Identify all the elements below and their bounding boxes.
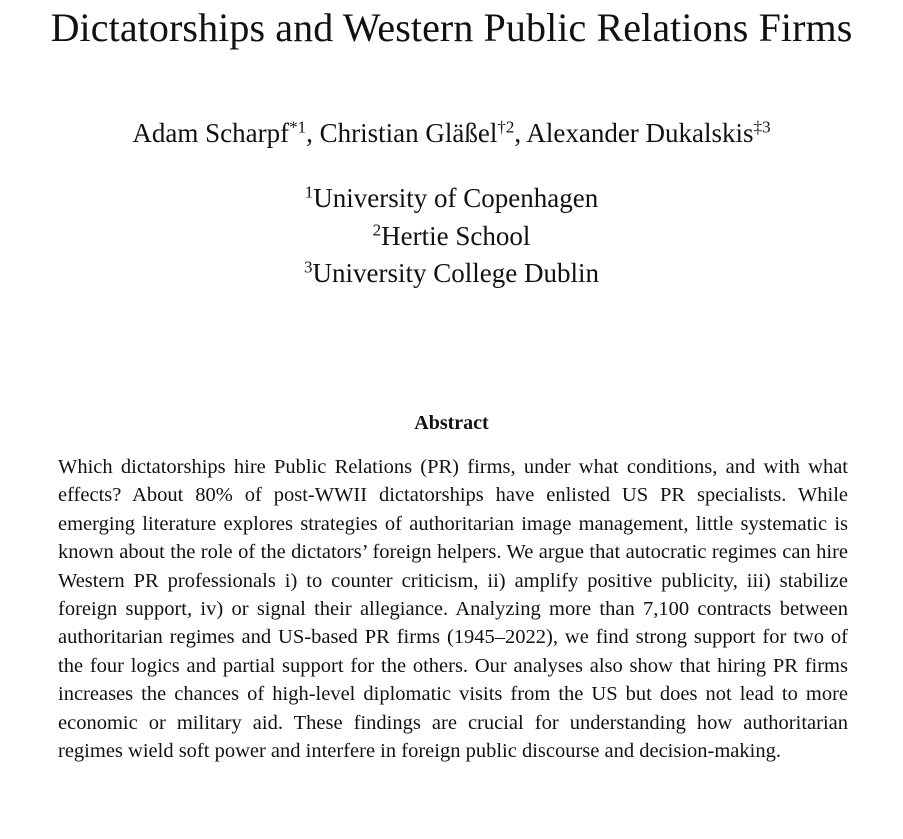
author-separator: , xyxy=(306,118,320,148)
author-list xyxy=(0,118,903,149)
author-affiliation-mark: *1 xyxy=(289,117,307,137)
affiliation-name: University of Copenhagen xyxy=(313,183,599,213)
author-name: Christian Gläßel xyxy=(319,118,498,148)
abstract-text: Which dictatorships hire Public Relations (PR) firms, under what conditions, and with what effects? About 80% of post-WWII dictatorships have enlisted US PR specialists. While emerging literature explores strategies of authoritarian image management, little systematic is known about the role of the dictators’ foreign helpers. We argue that autocratic regimes can hire Western PR professionals i) to counter criticism, ii) amplify positive publicity, iii) stabilize foreign support, iv) or signal their allegiance. Analyzing more than 7,100 contracts between authoritarian regimes and US-based PR firms (1945–2022), we find strong support for two of the four logics and partial support for the others. Our analyses also show that hiring PR firms increases the chances of high-level diplomatic visits from the US but does not lead to more economic or military aid. These findings are crucial for understanding how authoritarian regimes wield soft power and interfere in foreign public discourse and decision-making. xyxy=(58,456,848,763)
affiliation-number: 2 xyxy=(372,220,382,240)
author-affiliation-mark: ‡3 xyxy=(753,117,771,137)
affiliation-item xyxy=(0,218,903,256)
affiliation-number: 1 xyxy=(304,182,314,202)
affiliation-name: University College Dublin xyxy=(312,258,599,288)
author-affiliation-mark: †2 xyxy=(497,117,515,137)
affiliation-number: 3 xyxy=(304,257,313,277)
affiliation-name: Hertie School xyxy=(381,220,531,251)
affiliation-item xyxy=(0,255,903,293)
affiliation-item xyxy=(0,180,903,218)
paper-title: Dictatorships and Western Public Relations Firms xyxy=(50,5,853,50)
author-name: Adam Scharpf xyxy=(132,118,290,148)
abstract-heading: Abstract xyxy=(414,412,489,434)
author-separator: , xyxy=(514,118,527,148)
affiliation-list xyxy=(0,180,903,293)
author-name: Alexander Dukalskis xyxy=(526,118,754,148)
